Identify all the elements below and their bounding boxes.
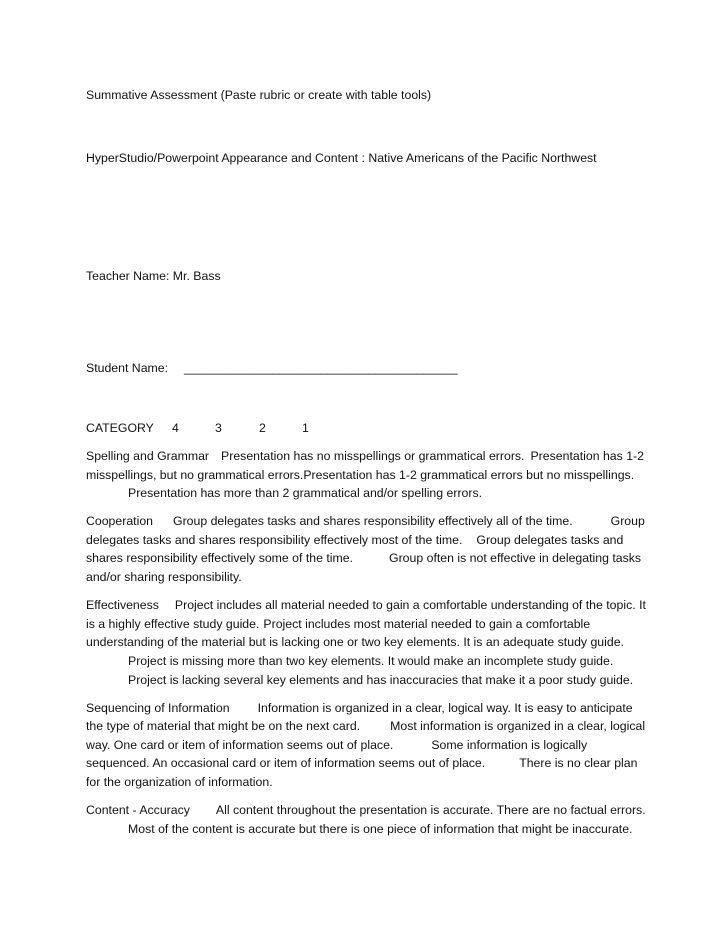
header-category: CATEGORY [86,421,154,435]
row-category: Effectiveness [86,598,159,613]
row-category: Spelling and Grammar [86,449,210,463]
row-score-4: All content throughout the presentation is accurate. There are no factual errors. [215,803,646,818]
rubric-header [86,419,309,437]
rubric-row-cooperation [86,512,646,586]
teacher-name: Teacher Name: Mr. Bass [86,269,221,283]
row-score-1: Project is lacking several key elements and has inaccuracies that make it a poor study guide. [128,672,634,687]
row-score-1: There is no clear plan for the organization of information. [86,756,638,789]
row-score-3: Most information is organized in a clear, logical way. One card or item of information seems out of place. [86,719,646,752]
student-name-blank[interactable]: ________________________________________ [184,361,458,375]
row-category: Cooperation [86,514,153,529]
row-score-4: Information is organized in a clear, logical way. It is easy to anticipate the type of material that might be on the next card. [86,700,633,734]
document-subtitle: HyperStudio/Powerpoint Appearance and Content : Native Americans of the Pacific Northwest [86,151,597,165]
student-name-line [86,359,458,377]
row-score-2: Presentation has 1-2 grammatical errors but no misspellings. [303,467,635,482]
rubric-body [86,447,646,848]
header-score-1: 1 [302,421,309,435]
row-score-4: Group delegates tasks and shares responsibility effectively all of the time. [173,514,573,529]
row-score-2: Group delegates tasks and shares responsibility effectively some of the time. [86,532,624,566]
rubric-row-sequencing [86,699,646,792]
row-score-2: Project is missing more than two key elements. It would make an incomplete study guide. [128,653,614,668]
rubric-row-content-accuracy [86,801,646,838]
row-score-3: Group delegates tasks and shares responsibility effectively most of the time. [86,514,645,547]
row-category: Content - Accuracy [86,803,190,818]
header-score-2: 2 [259,421,266,435]
row-score-1: Group often is not effective in delegating tasks and/or sharing responsibility. [86,551,642,585]
student-name-label: Student Name: [86,361,169,375]
header-score-3: 3 [215,421,222,435]
row-score-3: Most of the content is accurate but there is one piece of information that might be inaccurate. [128,821,633,836]
rubric-row-spelling [86,447,646,503]
document-title: Summative Assessment (Paste rubric or create with table tools) [86,88,432,102]
row-score-3: Project includes most material needed to gain a comfortable understanding of the material but is lacking one or two key elements. It is an adequate study guide. [86,616,624,650]
row-category: Sequencing of Information [86,700,230,715]
row-score-3: Presentation has 1-2 misspellings, but no grammatical errors. [86,449,644,482]
rubric-row-effectiveness [86,596,646,689]
header-score-4: 4 [172,421,179,435]
row-score-1: Presentation has more than 2 grammatical and/or spelling errors. [128,486,483,501]
row-score-2: Some information is logically sequenced. An occasional card or item of information seems out of place. [86,737,588,771]
row-score-4: Project includes all material needed to gain a comfortable understanding of the topic. It is a highly effective study guide. [86,598,646,631]
row-score-4: Presentation has no misspellings or grammatical errors. [221,449,525,463]
